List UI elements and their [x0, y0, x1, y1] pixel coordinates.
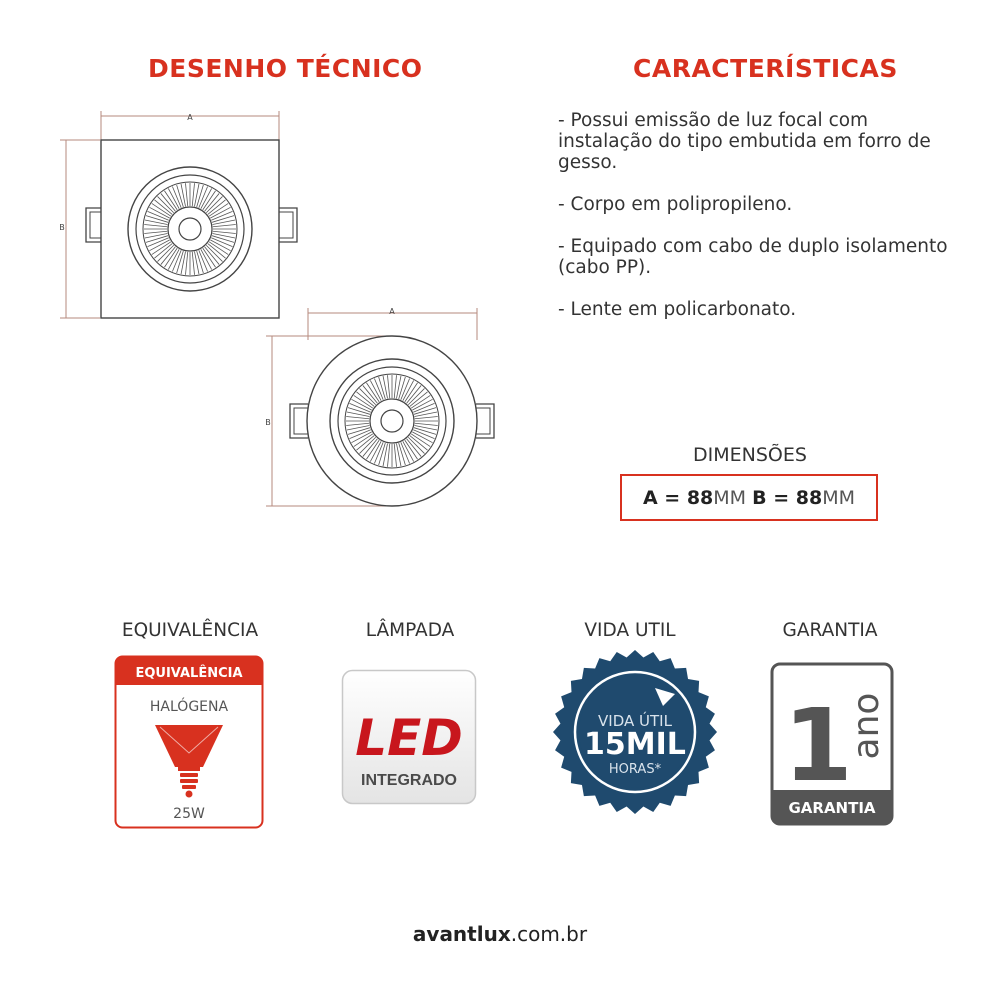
feature-item: - Possui emissão de luz focal com instalação do tipo embutida em forro de gesso. — [558, 110, 931, 173]
technical-drawing-title: DESENHO TÉCNICO — [148, 54, 423, 83]
square-downlight-drawing — [59, 111, 297, 318]
dim-b-label: B — [265, 418, 271, 427]
round-downlight-drawing — [265, 307, 494, 506]
warranty-number: 1 — [783, 687, 853, 804]
dim-a-value: A = 88 — [642, 486, 714, 509]
led-text: LED — [355, 709, 463, 767]
dim-b-label: B — [59, 223, 65, 232]
lifetime-badge — [551, 648, 719, 816]
footer-website — [0, 922, 1000, 946]
lamp-label: LÂMPADA — [365, 620, 455, 641]
warranty-badge — [770, 662, 894, 826]
feature-item: - Corpo em polipropileno. — [558, 194, 793, 215]
features-title: CARACTERÍSTICAS — [633, 54, 898, 83]
feature-item: - Equipado com cabo de duplo isolamento (cabo PP). — [558, 236, 948, 278]
warranty-unit: ano — [846, 692, 887, 760]
life-hours: 15MIL — [584, 727, 686, 762]
dimensions-box — [620, 474, 878, 521]
equivalence-label: EQUIVALÊNCIA — [121, 620, 259, 641]
warranty-footer: GARANTIA — [788, 799, 876, 817]
equivalence-header: EQUIVALÊNCIA — [135, 666, 243, 681]
life-line3: HORAS* — [608, 762, 662, 777]
equivalence-type: HALÓGENA — [149, 699, 229, 715]
dimensions-label: DIMENSÕES — [693, 444, 807, 466]
dim-a-label: A — [389, 307, 395, 316]
dim-a-unit: MM — [713, 486, 747, 509]
feature-item: - Lente em policarbonato. — [558, 299, 797, 320]
dim-a-label: A — [187, 113, 193, 122]
equivalence-badge — [114, 655, 266, 831]
technical-drawing — [0, 0, 540, 540]
features-list — [558, 110, 958, 341]
dim-b-unit: MM — [822, 486, 855, 509]
integrated-text: INTEGRADO — [361, 772, 457, 789]
warranty-label: GARANTIA — [782, 620, 878, 641]
brand-domain: .com.br — [510, 922, 588, 946]
life-label: VIDA UTIL — [584, 620, 676, 641]
dim-b-value: B = 88 — [752, 486, 823, 509]
led-integrated-badge — [341, 669, 479, 807]
equivalence-watts: 25W — [173, 806, 205, 822]
life-line1: VIDA ÚTIL — [598, 712, 672, 730]
brand-name: avantlux — [412, 922, 511, 946]
